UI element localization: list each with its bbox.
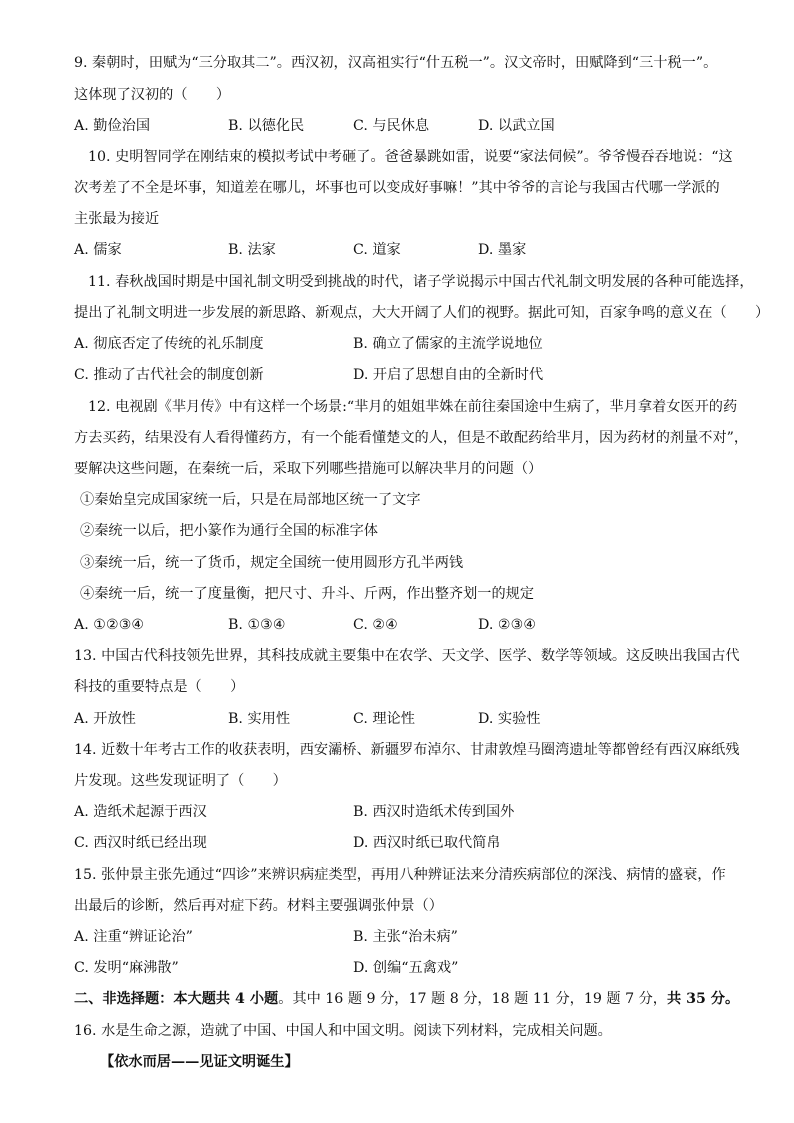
q10-stem-line2: 次考差了不全是坏事，知道差在哪儿，坏事也可以变成好事嘛！”其中爷爷的言论与我国古代哪一学派的 (74, 180, 720, 196)
q14-option-c: C. 西汉时纸已经出现 (74, 835, 207, 851)
q13-stem-line1: 13. 中国古代科技领先世界，其科技成就主要集中在农学、天文学、医学、数学等领域。这反映出我国古代 (74, 648, 740, 664)
q15-option-c: C. 发明“麻沸散” (74, 960, 179, 976)
section2-heading-tail: 共 35 分。 (667, 991, 740, 1007)
q12-item-2: ②秦统一以后，把小篆作为通行全国的标准字体 (80, 523, 378, 539)
q13-option-a: A. 开放性 (74, 711, 136, 727)
q11-stem-line2: 提出了礼制文明进一步发展的新思路、新观点，大大开阔了人们的视野。据此可知，百家争鸣的意义在（ ） (74, 305, 770, 321)
q12-stem-line3: 要解决这些问题，在秦统一后，采取下列哪些措施可以解决芈月的问题（） (74, 461, 543, 477)
q12-stem-line2: 方去买药，结果没有人看得懂药方，有一个能看懂楚文的人，但是不敢配药给芈月，因为药材的剂量不对”， (74, 430, 749, 446)
q10-option-a: A. 儒家 (74, 242, 122, 258)
q15-option-b: B. 主张“治未病” (353, 929, 458, 945)
q14-option-b: B. 西汉时造纸术传到国外 (353, 804, 515, 820)
section2-heading (74, 989, 739, 1009)
q10-stem-line3: 主张最为接近 (74, 211, 160, 227)
q12-item-1: ①秦始皇完成国家统一后，只是在局部地区统一了文字 (80, 492, 421, 508)
section2-heading-bold: 二、非选择题：本大题共 4 小题 (74, 991, 279, 1007)
q15-option-d: D. 创编“五禽戏” (353, 960, 459, 976)
q9-option-c: C. 与民休息 (353, 118, 430, 134)
q11-option-c: C. 推动了古代社会的制度创新 (74, 367, 264, 383)
q11-option-d: D. 开启了思想自由的全新时代 (353, 367, 544, 383)
q13-stem-line2: 科技的重要特点是（ ） (74, 679, 245, 695)
q14-stem-line1: 14. 近数十年考古工作的收获表明，西安灞桥、新疆罗布淖尔、甘肃敦煌马圈湾遗址等都曾经有西汉麻纸残 (74, 742, 740, 758)
q9-option-d: D. 以武立国 (478, 118, 555, 134)
q13-option-d: D. 实验性 (478, 711, 541, 727)
q10-option-c: C. 道家 (353, 242, 401, 258)
q14-option-a: A. 造纸术起源于西汉 (74, 804, 207, 820)
q11-option-a: A. 彻底否定了传统的礼乐制度 (74, 336, 264, 352)
q9-stem-line1: 9. 秦朝时，田赋为“三分取其二”。西汉初，汉高祖实行“什五税一”。汉文帝时，田赋降到“三十税一”。 (74, 55, 718, 71)
q9-option-a: A. 勤俭治国 (74, 118, 151, 134)
q12-option-c: C. ②④ (353, 617, 398, 633)
q9-stem-line2: 这体现了汉初的（ ） (74, 87, 231, 103)
q12-option-d: D. ②③④ (478, 617, 537, 633)
q15-stem-line1: 15. 张仲景主张先通过“四诊”来辨识病症类型，再用八种辨证法来分清疾病部位的深浅、病情的盛衰，作 (74, 867, 726, 883)
q12-option-a: A. ①②③④ (74, 617, 145, 633)
q12-item-3: ③秦统一后，统一了货币，规定全国统一使用圆形方孔半两钱 (80, 555, 464, 571)
q10-option-d: D. 墨家 (478, 242, 527, 258)
q10-option-b: B. 法家 (228, 242, 276, 258)
q15-option-a: A. 注重“辨证论治” (74, 929, 193, 945)
section2-heading-mid: 。其中 16 题 9 分，17 题 8 分，18 题 11 分，19 题 7 分， (278, 991, 667, 1007)
q16-material-title: 【依水而居——见证文明诞生】 (100, 1054, 299, 1070)
q9-option-b: B. 以德化民 (228, 118, 305, 134)
q10-stem-line1: 10. 史明智同学在刚结束的模拟考试中考砸了。爸爸暴跳如雷，说要“家法伺候”。爷爷慢吞吞地说：“这 (88, 149, 733, 165)
q12-stem-line1: 12. 电视剧《芈月传》中有这样一个场景:“芈月的姐姐芈姝在前往秦国途中生病了，芈月拿着女医开的药 (88, 399, 738, 415)
q12-option-b: B. ①③④ (228, 617, 286, 633)
q11-option-b: B. 确立了儒家的主流学说地位 (353, 336, 543, 352)
q16-stem: 16. 水是生命之源，造就了中国、中国人和中国文明。阅读下列材料，完成相关问题。 (74, 1023, 612, 1039)
q15-stem-line2: 出最后的诊断，然后再对症下药。材料主要强调张仲景（） (74, 898, 443, 914)
q13-option-b: B. 实用性 (228, 711, 291, 727)
q13-option-c: C. 理论性 (353, 711, 415, 727)
q14-option-d: D. 西汉时纸已取代简帛 (353, 835, 501, 851)
q12-item-4: ④秦统一后，统一了度量衡，把尺寸、升斗、斤两，作出整齐划一的规定 (80, 586, 535, 602)
q11-stem-line1: 11. 春秋战国时期是中国礼制文明受到挑战的时代，诸子学说揭示中国古代礼制文明发展的各种可能选择， (88, 274, 754, 290)
q14-stem-line2: 片发现。这些发现证明了（ ） (74, 773, 287, 789)
